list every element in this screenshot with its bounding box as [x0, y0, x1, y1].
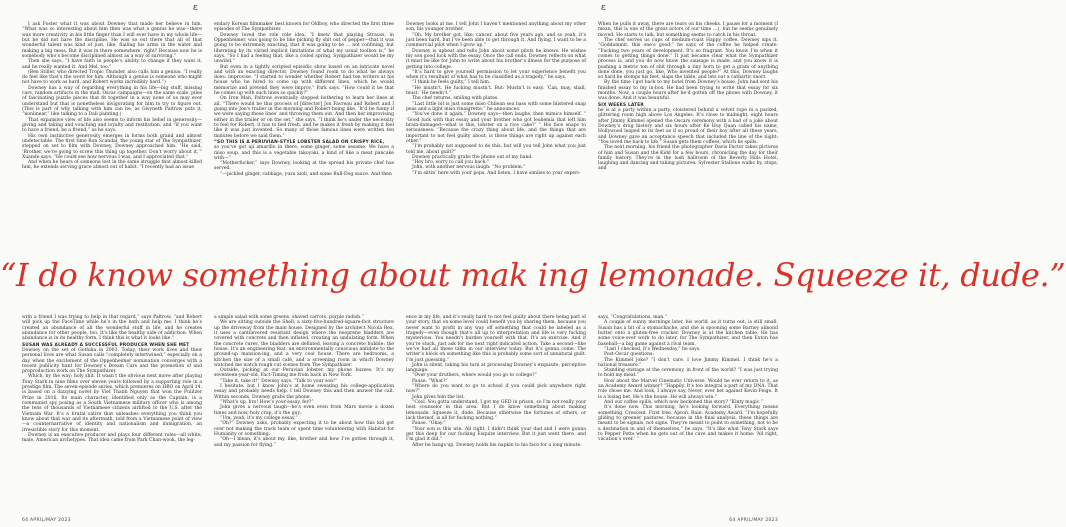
paragraph: “What’s up, bro! How’s your essay, fer?”	[220, 400, 314, 405]
paragraph: That expansive view of life also seems to inform his belief in generosity—giving and taking and vouching and loyalty and restitution, and “if you want to have a friend, be a friend,” as he says.	[22, 117, 202, 134]
paragraph: I ask Foster what it was about Downey that made her believe in him. “What was so interesting about him then was what a genius he was—there was more creativity in his little finger than I will ever have in my whole life—but he did not have the discipline. He was so out there that all of that wonderful talent was kind of just, like, flailing his arms in the water and making a big mess. But it was in there somewhere, right? Because now he is somebody who’s become disciplined almost as a way of surviving.”	[22, 22, 202, 59]
paragraph: The Kimmel joke? “I don’t care. I love Jimmy Kimmel. I think he’s a national treasure.”	[598, 357, 778, 368]
paragraph: “I’m sittin’ here with your pops. And listen, I have similes to your experi-	[412, 170, 581, 176]
paragraph: Downey looks at me. I tell John I haven’t mentioned anything about my other son, his younger brother.	[406, 22, 586, 33]
paragraph: John gives him the list.	[412, 394, 465, 400]
folio-left: 64 APRIL/MAY 2023	[22, 518, 71, 523]
section-mark-right: ε	[601, 3, 606, 13]
paragraph: “—pickled ginger, cabbage, yuzu aioli, and some Bull-Dog sauce. And then	[220, 171, 392, 177]
column-top-3	[406, 22, 586, 234]
paragraph: Which, by the way: holy shit. It wasn’t the obvious next move after playing Tony Stark in nine films over eleven years followed by a supporting role in a prestige film. The seven-episode series, which premieres on HBO on April 14, is based on a dizzying novel by Viet Thanh Nguyen that won the Pulitzer Prize in 2016. Its main character, identified only as the Captain, is a communist spy posing as a South Vietnamese military officer who is among the tens of thousands of Vietnamese citizens airlifted to the U.S. after the Vietnam War. It’s a brutal satire that unleashes everything you think you know about that war and its aftermath, told from a Vietnamese point of view—a counternarrative of identity and nationalism and immigration, an irresistible story for this moment.	[22, 374, 202, 433]
paragraph: It’s done now. This morning, he’s looking forward. Everything means something. Crescent. First tree. Apron. Rain. Academy Award. “I’m hopefully gliding to greener pastures, because in the final analysis, these things are meant to be signals, not signs. They’re meant to point to something, not to be a destination in and of themselves,” he says. “It’s like what Tony Stark says to Pepper Potts when he gets out of the cave and makes it home: ‘All right, vacation’s over.’ ”	[598, 405, 778, 443]
paragraph: Pause. “Okay.”	[412, 421, 446, 427]
subhead: SUSAN WAS ALREADY A SUCCESSFUL PRODUCER WHEN SHE MET	[22, 342, 190, 348]
paragraph: “You’ve done it again,” Downey says—then laughs, then mimics himself. “ ‘Good luck with that essay and your brother who got leukemia that left him brain-damaged—what is this, lobster on a rice cake?’ ” His face snaps to seriousness: “Because the crazy thing about life, and the things that are important to not feel guilty about, is those things are right up against each other.”	[406, 112, 586, 144]
column-bottom-4	[598, 315, 778, 501]
paragraph: I hesitate, but I know John’s at home sweating his college-application essay and probably needs help. I tell Downey this and then answer the call. Within seconds, Downey grabs the phone.	[214, 384, 394, 400]
paragraph: “Oh?” Downey asks, probably expecting it to be about how this kid got over not making the track team or spent time volunteering with Habitat for Humanity or something.	[214, 421, 394, 437]
section-mark-left: ε	[193, 3, 198, 13]
column-top-4	[598, 22, 778, 234]
paragraph: Pause. “What?”	[412, 378, 448, 384]
paragraph: John gives a nervous laugh—he’s even even from Mars movie a dozen times and now, holy crap, it’s the guy.	[214, 405, 394, 416]
paragraph: “Cool. You gotta understand, I got my GED in prison, so I’m not really your best counselor in this area. But I do know something about making lemonade. Squeeze it, dude. Because otherwise the fortunes of others, or lack thereof, is all for fucking nothing.”	[406, 400, 586, 421]
paragraph: When he pulls it away, there are tears on his cheeks. I pause for a moment (I mean, this is one of the great actors of our time …), but he seems genuinely moved. He starts to talk, but something seems to catch in his throat.	[598, 22, 778, 38]
column-bottom-1	[22, 315, 202, 501]
paragraph: “Over your druthers, where would you go to college?”	[412, 373, 537, 379]
paragraph: On Iron Man, Paltrow eventually stopped bothering to learn her lines at all. “There would be this process of [director] Jon Favreau and Robert and I going into Jon’s trailer in the morning and Robert being like, ‘It’d be funny if we were saying these lines’ and throwing them out. And then her improvising either in the trailer or on the set,” she says. “I think he’s under the necessity to feel for Robert, it has to feel fresh, and he makes it fresh by making it feel like it was just invented. So many of those famous lines were written ten minutes before we said them.”	[214, 96, 394, 139]
paragraph: After he hangs up, Downey holds his napkin to his face for a long minute.	[412, 442, 582, 448]
subhead: SIX WEEKS LATER	[598, 102, 644, 108]
paragraph: “Last little bit is just some miso Chilean sea bass with some blistered snap peas and a light miso vinaigrette,” he announces.	[406, 101, 586, 112]
paragraph: “Your son is this win. All right. I didn’t think your dad and I were gonna get this deep for our fucking Esquire interview. But it just went there, and I’m glad it did.”	[406, 426, 586, 443]
paragraph: “It’s hard to give yourself permission to let your experience benefit you when it’s resultant of what has to be classified as a tragedy,” he says.	[406, 69, 586, 81]
paragraph: Downey is upbeat and tells John about some pilots he knows. He wishes my son good luck with the essay. Once the call ends, Downey reflects on what it must be like for John to write about his brother’s illness for the purpose of getting into college.	[406, 48, 586, 70]
paragraph: John, with another nervous laugh: “No problem.”	[412, 165, 526, 171]
subhead: “SO THIS IS A PERUVIAN-STYLE LOBSTER SALAD ON CRISPY RICE,	[214, 139, 385, 145]
paragraph: (Ben Stiller, who directed Tropic Thunder, also calls him a genius: “I really do feel like that’s the word for him. Although a genius is someone who might not have to work as hard, and Robert works incredibly hard.”)	[22, 69, 202, 86]
paragraph: We are sitting outside the Shell, a sixty-five-hundred-square-foot structure up the driveway from the main house. Designed by the architect Nicola Rex, it uses a cantilevered resistant design where the neoprene bladders are covered with concrete and then inflated, creating an undulating form. When the concrete cures, the bladders are deflated, leaving a concrete bubble: the house. It’s an engineering feat, an environmentally conscious antidote to the ground-up mansion-ing, and a very cool house. There are bedrooms, a kitchen the size of a small café, and a screening room in which Downey watched me watch rough cut scenes from The Sympathizer.	[214, 320, 394, 368]
paragraph: “Oh—I mean, it’s about my, like, brother and how I’ve gotten through it, and my passion for flying.”	[214, 437, 394, 448]
paragraph: so you’ve got ají amarillo in there, some ginger, some sesame. We have a miso soup, and this is a vegetable takoyaki, a kind of like a meat pancake with—”	[214, 145, 394, 161]
paragraph: with a friend I was trying to help in that regard,” says Paltrow, “and Robert will pick up the FaceTime while he’s in the bath and help me. I think he’s created an abundance of all the wonderful stuff in life, and he creates abundance for other people, too. It’s like the healthy side of addiction. When abundance is in its healthy form, I think this is what it looks like.”	[22, 315, 202, 342]
paragraph: A couple of sunny mornings later, his world, as it turns out, is still small. Susan has a bit of a stomachache, and she is spooning some Barney almond butter onto a gluten-free cracker. Downey is at the kitchen table. He has some voice-over work to do later, for The Sympathizer, and then Exton has baseball—a big game against a rival team.	[598, 320, 778, 347]
paragraph: By the time I got back to my hotel from Downey’s house, John had sent his finished essay to my in-box. He had been trying to write that essay for six months. Now, a couple hours after he’d gotten off the phone with Downey, it was done. And it was beautiful.	[598, 80, 778, 102]
paragraph: “Take it, take it!” Downey says. “Talk to your son!”	[220, 378, 338, 384]
paragraph: The next morning, his friend the photographer Davis Factor takes pictures of him and Susan and the Kidd for a few hours, chronicling the day for their family history. They’re in the lush ballroom of the Beverly Hills Hotel, laughing and dancing and taking pictures. Sylvester Stallone walks by, stops, and	[598, 145, 778, 172]
paragraph: “Last I checked, it’s Wednesday,” he says.	[604, 346, 701, 352]
paragraph: Downey on the set of Gothika in 2003. Today, their work lives and their personal lives are what Susan calls “completely intertwined,” especially on a day when the excitement of the Oppenheimer nomination converges with a recent publicity hunt for Downey’s Dream Cars and the promotion of and preproduction work on The Sympathizer.	[22, 347, 202, 375]
column-bottom-2	[214, 315, 394, 501]
paragraph: “Um, yeah, it’s my college essay.”	[220, 415, 298, 421]
column-top-2	[214, 22, 394, 234]
paragraph: Then she says, “I have faith in people’s ability to change if they want it, and he really wanted it. And Mel, too.”	[22, 59, 202, 70]
paragraph: “Where do you want to go to school if you could pick anywhere right now?”	[406, 384, 586, 395]
pull-quote: “I do know something about mak ing lemonade. Squeeze it, dude.”	[0, 256, 1066, 294]
paragraph: Downey has a way of regarding everything in his life—big stuff, missing cars, random artifacts in the mall, Oscar campaigns—on the same scale, piles of fascinating puzzle pieces that fit together in a way none of us may ever understand but that is nonetheless invigorating for him to try to figure out. (This is part of why talking with him can be, as Gwyneth Paltrow puts it, “nonlinear,” like talking to a Dali painting.)	[22, 85, 202, 118]
paragraph: Post-Oscar questions:	[604, 352, 654, 358]
paragraph: Outside, picking at our Peruvian lobster, my phone buzzes. It’s my seventeen-year-old, Fact-Timing me from back in New York.	[214, 368, 394, 379]
paragraph: “I think he feels guilty,” I tell him.	[412, 80, 491, 86]
paragraph: endary Korean filmmaker best known for Oldboy, who directed the first three episodes of The Sympathizer.	[214, 22, 394, 33]
column-bottom-3	[406, 315, 586, 501]
paragraph: Downey is an executive producer and plays four different roles—all white, male, American archetypes. That idea came from Park Chan-wook, the leg-	[22, 432, 202, 444]
paragraph: “Hey bro, sorry to call you back.”	[412, 160, 490, 166]
paragraph: “Motherfucker,” says Downey, looking at the spread his private chef has served.	[214, 161, 394, 172]
paragraph: Downey practically grabs the phone out of my hand.	[412, 154, 533, 160]
paragraph: How about the Marvel Cinematic Universe. Would he ever return to it, as an Academy Award winner? “Happily. It’s too integral a part of my DNA. That role chose me. And look, I always say, Never, ever bet against Kevin Feige. It is a losing bet. He’s the house. He will always win.”	[598, 378, 778, 400]
paragraph: “He mustn’t. He fucking mustn’t. But: Mustn’t is easy. ‘Can, may, shall, must.’ He needn’t.”	[406, 85, 586, 97]
paragraph: a simple salad with some greens, shaved carrots, purple radish.”	[214, 315, 364, 320]
paragraph: But even in a tightly scripted episodic show based on an intricate novel and with an exacting director, Downey found room to do what he always does: improvise. “I started to wonder whether Robert had ten writers at his house who he hired to come up with different lines, which he would memorize and pretend they were improv,” Park says. “How could it be that he comes up with such lines so quickly?”	[214, 64, 394, 97]
paragraph: “Oh. My brother got, like, cancer, about five years ago, and so yeah, it’s just been hard, but I’ve been able to get through it. And flying. I want to be a commercial pilot when I grow up.”	[406, 32, 586, 49]
column-top-1	[22, 22, 202, 234]
paragraph: The chef serves us cups of medium-roast Happy coffee. Downey sips it. “Goddammit, this one’s good,” he says of the coffee he helped create. “Fucking two years of development. It’s so fragrant. You know I’m when it comes to getting things done.” It just became clear what the Sympathizer process is, and you do now know the sausage is made, and you know it is pushing a metric ton of shit through a tiny horn to get a gram of anything done done, you just go, like, Who invented people?” At this, Downey laughs so hard he stomps his feet, slaps the table, and lets out a cathartic snort.	[598, 37, 778, 81]
paragraph: “I’m probably not supposed to do this, but will you tell John what you just told me, about guilt?”	[406, 144, 586, 155]
paragraph: Standing onstage at the ceremony, in front of the world? “I was just trying to hold my meat.”	[598, 368, 778, 379]
paragraph: And when he hears of someone lost in the same struggle that almost killed him, he extends serving grace almost out of habit. “I recently had an issue	[22, 160, 202, 171]
paragraph: ence in my life, and it’s really hard to not feel guilty about there being part of your story, that on some level could benefit you by sharing them, because you never want to profit in any way off something that could be labeled as a tragedy—even though that’s all up to interpretation and life is very fucking mysterious. You needn’t burden yourself with that. It’s an exercise. And if you’re stuck, just ask for me next right indicated action. Take a second—like we’ve had all these talks in our interview today. But it’s gonna come. The writer’s block on something like this is probably some sort of unnatural guilt. I’m just guessing.”	[406, 315, 586, 363]
paragraph: he is at a party within a party, cloistered behind a velvet rope in a packed, glittering room high above Los Angeles. It’s close to midnight, eight hours after Jimmy Kimmel opened the Oscars ceremony with a bad of a joke about Downey’s drug history and six hours after Ke Huy Quan called his name, Hollywood leaped to its feet as if so proud of their boy after all these years, and Downey gave an acceptance speech that included the line of the night: “You loved me back to life.” Susan gets them coffees, which he spills.	[598, 108, 778, 145]
paragraph: Downey loved the role role idea. “I knew that playing Strauss, in Oppenheimer, was going to be like picking fly shit out of pepper—that it was going to be extremely exacting, that it was going to be … not confining, but liberating by its varied implicit limitations of what my usual toolbox is,” he says. “So I had a feeling that, like a coiled spring, Sympathizer would be my unwind.”	[214, 32, 394, 65]
paragraph: says, “Congratulations, man.”	[598, 315, 667, 320]
paragraph: And our coffee spills, which now beckoned this story? “Kinty magic.”	[604, 400, 763, 405]
paragraph: His own instinctive generosity emerges in forms both grand and almost undetectable. The first time Ron Scandal, the young star of The Sympathizer, stepped on set to film with Downey, Downey approached him. “He said, ‘Brother, we’re going to screw this thing up together. Don’t worry about it,’” Xuande says. “He could see how nervous I was, and I appreciated that.”	[22, 133, 202, 160]
paragraph: The chef returns, smiling with plates.	[412, 96, 499, 102]
folio-right: 64 APRIL/MAY 2023	[729, 518, 778, 523]
paragraph: John is silent, taking his turn at processing Downey’s exquisite, perceptive language.	[406, 362, 586, 374]
